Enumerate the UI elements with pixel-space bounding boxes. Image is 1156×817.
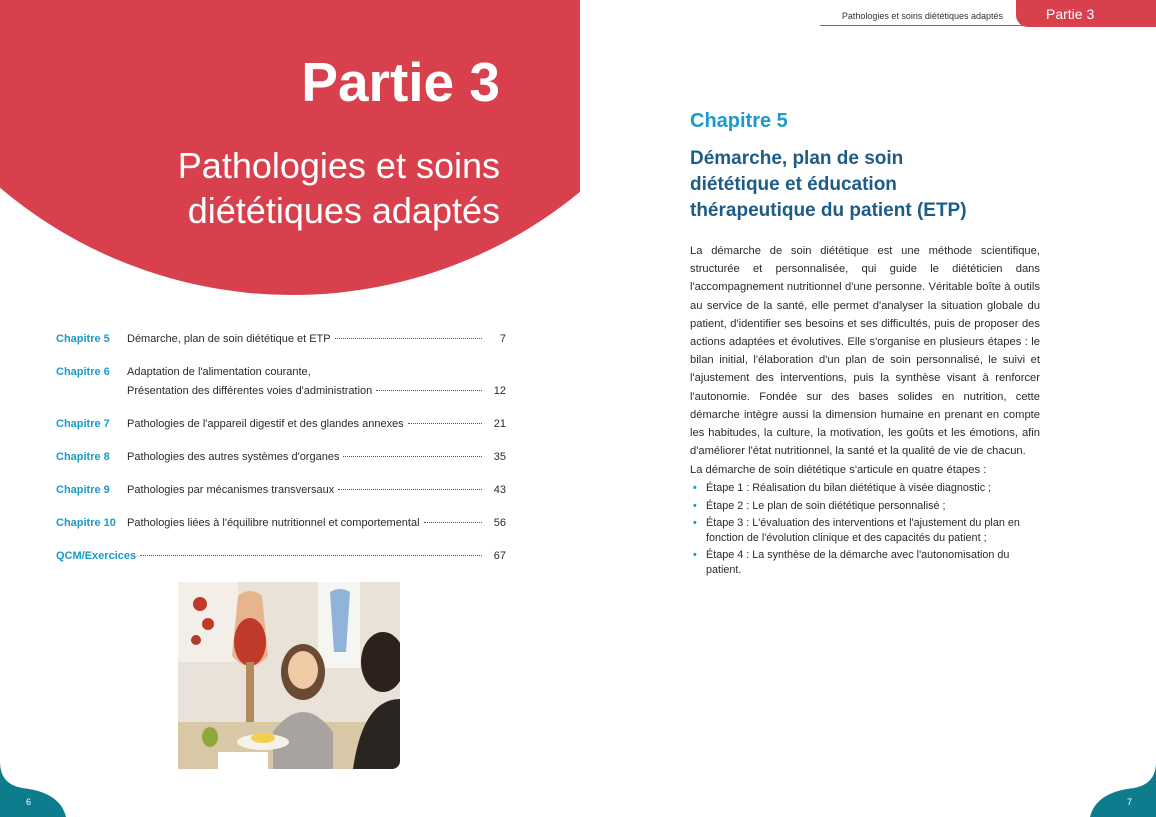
toc-chapter-number: Chapitre 10	[56, 517, 116, 529]
toc-chapter-title: Pathologies liées à l'équilibre nutritionnel et comportemental	[127, 517, 420, 529]
toc-chapter-title: Adaptation de l'alimentation courante,	[127, 366, 311, 378]
part-tab-label: Partie 3	[1046, 6, 1095, 22]
toc-chapter-number: Chapitre 5	[56, 333, 110, 345]
toc-chapter-title: Pathologies de l'appareil digestif et des glandes annexes	[127, 418, 404, 430]
toc-chapter-title: Pathologies par mécanismes transversaux	[127, 484, 335, 496]
toc-entry-body	[127, 363, 506, 401]
part-subtitle: Pathologies et soins diététiques adaptés	[177, 145, 500, 231]
toc-leader-dots	[335, 338, 482, 339]
toc-chapter-number: Chapitre 6	[56, 366, 110, 378]
toc-entry-body	[127, 514, 506, 533]
toc-entry[interactable]	[56, 448, 506, 467]
running-header-title: Pathologies et soins diététiques adaptés	[841, 11, 1003, 21]
toc-entry-body	[127, 415, 506, 434]
table-of-contents	[56, 330, 506, 580]
page-number-right: 7	[1126, 797, 1132, 807]
toc-entry-body	[127, 330, 506, 349]
consultation-photo	[178, 582, 400, 769]
bullet-icon: •	[693, 499, 697, 512]
photo-illustration	[178, 582, 400, 769]
steps-lead: La démarche de soin diététique s'articule en quatre étapes :	[690, 464, 987, 476]
toc-line	[127, 363, 506, 382]
toc-entry[interactable]	[56, 415, 506, 434]
toc-entry-body	[127, 481, 506, 500]
toc-chapter-number: Chapitre 9	[56, 484, 110, 496]
toc-page-number: 35	[493, 451, 506, 463]
toc-chapter-number: Chapitre 7	[56, 418, 110, 430]
toc-page-number: 12	[493, 385, 506, 397]
bullet-icon: •	[693, 517, 697, 530]
toc-entry-body	[127, 448, 506, 467]
step-text: Étape 1 : Réalisation du bilan diététique à visée diagnostic ;	[706, 482, 992, 494]
toc-entry[interactable]	[56, 547, 506, 566]
toc-line	[127, 415, 506, 434]
step-item	[690, 516, 1020, 545]
toc-line	[127, 514, 506, 533]
chapter-heading-line: Démarche, plan de soin	[690, 148, 904, 169]
toc-entry[interactable]	[56, 481, 506, 500]
step-item	[690, 499, 1020, 514]
toc-leader-dots	[408, 423, 482, 424]
toc-page-number: 7	[499, 333, 506, 345]
toc-chapter-number: QCM/Exercices	[56, 550, 137, 562]
step-item	[690, 481, 1020, 496]
step-item	[690, 548, 1020, 577]
corner-tab-right	[1086, 762, 1156, 817]
toc-page-number: 21	[493, 418, 506, 430]
toc-chapter-title: Démarche, plan de soin diététique et ETP	[127, 333, 331, 345]
toc-leader-dots	[338, 489, 482, 490]
part-title: Partie 3	[301, 51, 500, 113]
step-text: Étape 3 : L'évaluation des interventions et l'ajustement du plan en fonction de l'évolution clinique et des capacités du patient ;	[706, 517, 1020, 544]
intro-paragraph: La démarche de soin diététique est une méthode scientifique, structurée et personnalisée, qui guide le diététicien dans l'accompagnement nutritionnel d'une personne. Véritable boîte à outils au service de la santé, elle permet d'analyser la situation globale du patient, d'identifier ses besoins et ses difficultés, puis de proposer des actions adaptées et évolutives. Elle s'organise en plusieurs étapes : le bilan initial, l'élaboration d'un plan de soin personnalisé, le suivi et l'ajustement des interventions, puis la synthèse visant à renforcer l'autonomie. Fondée sur des bases solides en nutrition, cette démarche intègre aussi la dimension humaine en prenant en compte les habitudes, la culture, la motivation, les goûts et les émotions, afin d'améliorer l'état nutritionnel, la santé et la qualité de vie de chacun.	[690, 245, 1040, 458]
chapter-heading	[690, 146, 1050, 224]
steps-list	[690, 481, 1020, 581]
toc-page-number: 43	[493, 484, 506, 496]
chapter-heading-line: diététique et éducation	[690, 174, 897, 195]
toc-leader-dots	[343, 456, 482, 457]
toc-chapter-title: Pathologies des autres systèmes d'organes	[127, 451, 340, 463]
chapter-heading-line: thérapeutique du patient (ETP)	[690, 200, 967, 221]
toc-chapter-title: Présentation des différentes voies d'administration	[127, 385, 373, 397]
toc-leader-dots	[376, 390, 482, 391]
step-text: Étape 2 : Le plan de soin diététique personnalisé ;	[706, 499, 946, 512]
toc-entry[interactable]	[56, 514, 506, 533]
toc-leader-dots	[140, 555, 482, 556]
bullet-icon: •	[693, 482, 697, 494]
toc-line	[127, 382, 506, 401]
step-text: Étape 4 : La synthèse de la démarche avec l'autonomisation du patient.	[706, 549, 1010, 576]
page-number-left: 6	[26, 797, 32, 807]
corner-tab-left	[0, 762, 70, 817]
toc-line	[127, 448, 506, 467]
chapter-label: Chapitre 5	[690, 110, 788, 132]
toc-line	[127, 481, 506, 500]
toc-line	[127, 330, 506, 349]
toc-page-number: 56	[493, 517, 506, 529]
toc-leader-dots	[424, 522, 482, 523]
bullet-icon: •	[693, 549, 697, 562]
toc-page-number: 67	[493, 550, 506, 562]
toc-entry[interactable]	[56, 330, 506, 349]
toc-chapter-number: Chapitre 8	[56, 451, 110, 463]
toc-entry[interactable]	[56, 363, 506, 401]
right-page	[580, 0, 1156, 817]
